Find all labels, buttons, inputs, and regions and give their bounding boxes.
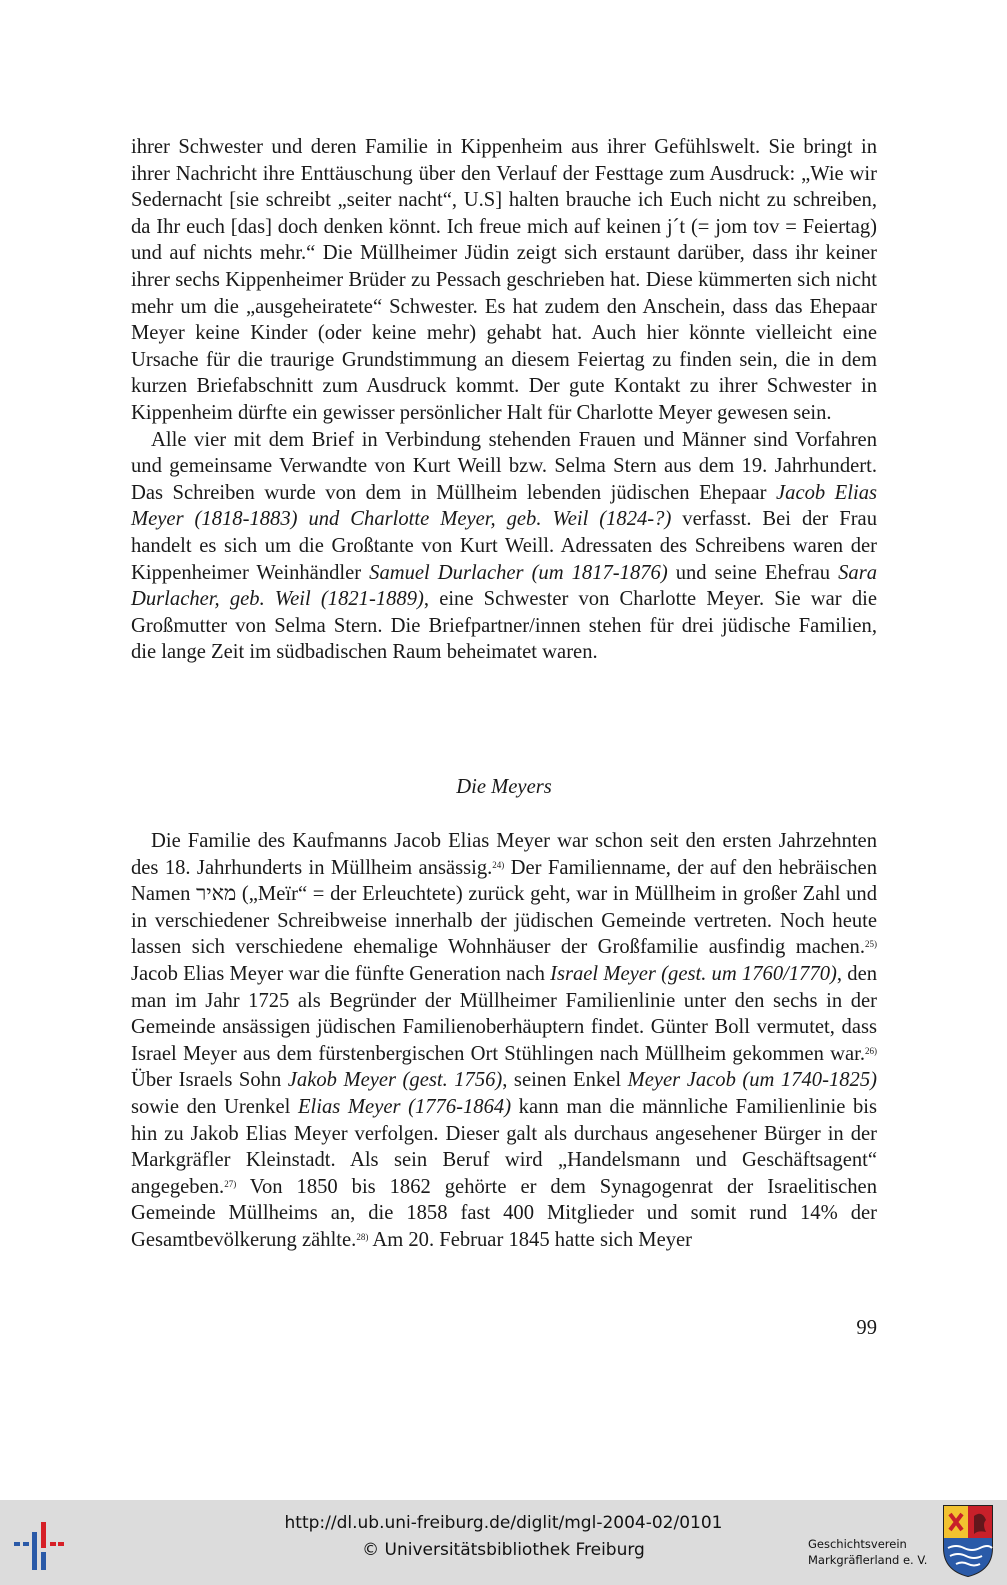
footnote-ref-27[interactable]: 27) (224, 1178, 237, 1189)
hebrew-name: מאיר (196, 883, 237, 906)
footnote-ref-26[interactable]: 26) (865, 1045, 877, 1056)
coat-of-arms-icon[interactable] (942, 1504, 994, 1578)
footnote-ref-24[interactable]: 24) (492, 859, 505, 870)
footnote-ref-25[interactable]: 25) (865, 939, 877, 950)
paragraph-1: ihrer Schwester und deren Familie in Kippenheim aus ihrer Gefühlswelt. Sie bringt in ihrer Nachricht ihre Enttäuschung über den Verlauf der Festtage zum Ausdruck: „Wie wir Sedernacht [sie schreibt „seiter nacht“, U.S] halten brauche ich Euch nicht zu schreiben, da Ihr euch [das] doch denken könnt. Ich freue mich auf keinen j´t (= jom tov = Feiertag) und auf nichts mehr.“ Die Müllheimer Jüdin zeigt sich erstaunt darüber, dass ihr keiner ihrer sechs Kippenheimer Brüder zu Pessach geschrieben hat. Diese kümmerten sich nicht mehr um die „ausgeheiratete“ Schwester. Es hat zudem den Anschein, dass das Ehepaar Meyer keine Kinder (oder keine mehr) gehabt hat. Auch hier könnte vielleicht eine Ursache für die traurige Grundstimmung an diesem Feiertag zu finden sein, die in dem kurzen Briefabschnitt zum Ausdruck kommt. Der gute Kontakt zu ihrer Schwester in Kippenheim dürfte ein gewisser persönlicher Halt für Charlotte Meyer gewesen sein. (131, 136, 877, 424)
footer-bar (0, 1500, 1007, 1585)
footer-url-link[interactable]: http://dl.ub.uni-freiburg.de/diglit/mgl-2004-02/0101 (284, 1513, 723, 1533)
section-heading: Die Meyers (456, 776, 552, 798)
page-number: 99 (856, 1317, 877, 1339)
paragraph-2: Alle vier mit dem Brief in Verbindung stehenden Frauen und Männer sind Vorfahren und gemeinsame Verwandte von Kurt Weill bzw. Selma Stern aus dem 19. Jahrhundert. Das Schreiben wurde von dem in Müllheim lebenden jüdischen Ehepaar Jacob Elias Meyer (1818-1883) und Charlotte Meyer, geb. Weil (1824-?) verfasst. Bei der Frau handelt es sich um die Großtante von Kurt Weill. Adressaten des Schreibens waren der Kippenheimer Weinhändler Samuel Durlacher (um 1817-1876) und seine Ehefrau Sara Durlacher, geb. Weil (1821-1889), eine Schwester von Charlotte Meyer. Sie war die Großmutter von Selma Stern. Die Briefpartner/innen stehen für drei jüdische Familien, die lange Zeit im südbadischen Raum beheimatet waren. (131, 428, 878, 664)
society-name (808, 1536, 927, 1568)
section-body (131, 828, 877, 1254)
footnote-ref-28[interactable]: 28) (356, 1231, 369, 1242)
society-line-1: Geschichtsverein (808, 1537, 907, 1551)
society-line-2: Markgräflerland e. V. (808, 1553, 928, 1567)
paragraph-3: Die Familie des Kaufmanns Jacob Elias Meyer war schon seit den ersten Jahrzehnten des 18. Jahrhunderts in Müllheim ansässig.$^{24)}$ Der Familienname, der auf den hebräischen Namen מאיר („Meïr“ = der Erleuchtete) zurück geht, war in Müllheim in großer Zahl und in verschiedener Schreibweise innerhalb der jüdischen Gemeinde vertreten. Noch heute lassen sich verschiedene ehemalige Wohnhäuser der Großfamilie ausfindig machen.$^{25)}$ Jacob Elias Meyer war die fünfte Generation nach Israel Meyer (gest. um 1760/1770), den man im Jahr 1725 als Begründer der Müllheimer Familienlinie unter den sechs in der Gemeinde ansässigen jüdischen Familienoberhäuptern findet. Günter Boll vermutet, dass Israel Meyer aus dem fürstenbergischen Ort Stühlingen nach Müllheim gekommen war.$^{26)}$ Über Israels Sohn Jakob Meyer (gest. 1756), seinen Enkel Meyer Jacob (um 1740-1825) sowie den Urenkel Elias Meyer (1776-1864) kann man die männliche Familienlinie bis hin zu Jakob Elias Meyer verfolgen. Dieser galt als durchaus angesehener Bürger in der Markgräfler Kleinstadt. Als sein Beruf wird „Handelsmann und Geschäftsagent“ angegeben.$^{27)}$ Von 1850 bis 1862 gehörte er dem Synagogenrat der Israelitischen Gemeinde Müllheims an, die 1858 fast 400 Mitglieder und somit rund 14% der Gesamtbevölkerung zählte.$^{28)}$ Am 20. Februar 1845 hatte sich Meyer (131, 830, 878, 1251)
page-body (131, 134, 878, 1251)
footer-copyright: © Universitätsbibliothek Freiburg (362, 1540, 645, 1560)
